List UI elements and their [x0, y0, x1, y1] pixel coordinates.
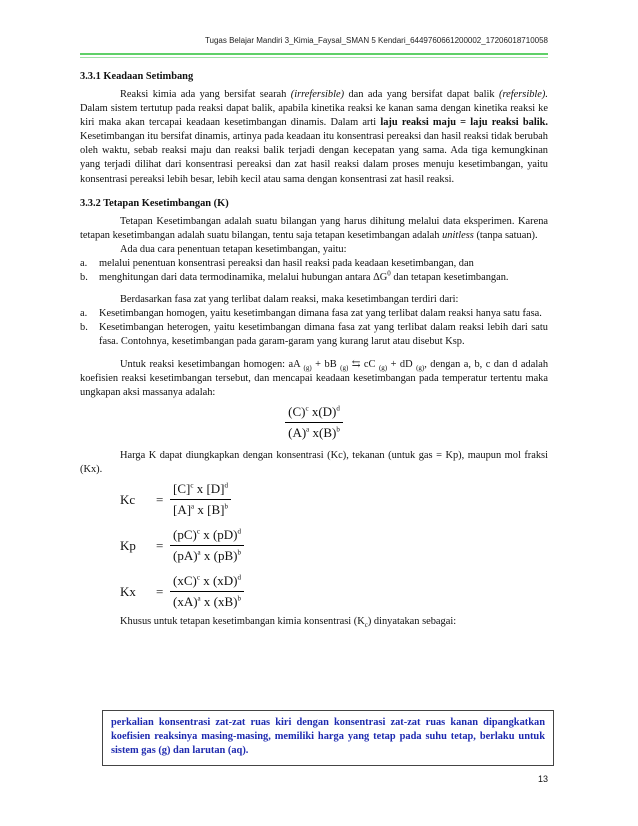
paragraph-k-expressions: Harga K dapat diungkapkan dengan konsentrasi (Kc), tekanan (untuk gas = Kp), maupun mol fraksi (Kx).	[80, 449, 548, 475]
kc-fraction: $\frac{[C]^c x [D]^d}{[A]^a x [B]^b}$	[170, 481, 231, 518]
paragraph-kc-statement: Khusus untuk tetapan kesetimbangan kimia konsentrasi $(K_c)$ dinyatakan sebagai:	[120, 615, 457, 630]
list-item: b. Kesetimbangan heterogen, yaitu kesetimbangan dimana fasa zat yang terlibat dalam reaksi lebih dari satu fasa. Contohnya, kesetimbangan pada garam-garam yang kurang larut atau disebut Ksp.	[80, 322, 548, 348]
section-heading-keadaan-setimbang: 3.3.1 Keadaan Setimbang	[80, 71, 194, 82]
list-item: a. melalui penentuan konsentrasi pereaksi dan hasil reaksi pada keadaan kesetimbangan, dan	[80, 257, 474, 269]
section-heading-tetapan-kesetimbangan: 3.3.2 Tetapan Kesetimbangan (K)	[80, 197, 229, 209]
equation-kx: Kx = $\frac{(xC)^c x (xD)^d}{(xA)^a x (xB)^b}$	[120, 569, 548, 615]
mass-action-expression	[80, 404, 548, 441]
kp-fraction: $\frac{(pC)^c x (pD)^d}{(pA)^a x (pB)^b}$	[170, 527, 244, 564]
page-number: 13	[537, 774, 548, 784]
paragraph-two-methods: Ada dua cara penentuan tetapan kesetimbangan, yaitu:	[120, 243, 347, 255]
mass-action-fraction: $\frac{(C)^c x(D)^d}{(A)^a x(B)^b}$	[285, 404, 343, 441]
paragraph-homogeneous-reaction: Untuk reaksi kesetimbangan homogen: aA $_{(g)}$ + bB $_{(g)}$ ⇆ cC $_{(g)}$ + dD $_{(g)}$, dengan a, b, c dan d adalah koefisien reaksi kesetimbangan tersebut, dan mencapai keadaan kesetimbangan pada temperatur tertentu maka ungkapan aksi massanya adalah:	[80, 358, 549, 398]
kx-fraction: $\frac{(xC)^c x (xD)^d}{(xA)^a x (xB)^b}$	[170, 573, 244, 610]
header-rule	[80, 53, 548, 55]
header-rule-thin	[80, 57, 548, 58]
page-content	[80, 70, 548, 629]
kc-definition-box: perkalian konsentrasi zat-zat ruas kiri dengan konsentrasi zat-zat ruas kanan dipangkatkan koefisien reaksinya masing-masing, memiliki harga yang tetap pada suhu tetap, berlaku untuk sistem gas (g) dan larutan (aq).	[102, 710, 554, 766]
page-header: Tugas Belajar Mandiri 3_Kimia_Faysal_SMAN 5 Kendari_6449760661200002_17206018710058	[204, 36, 548, 45]
equation-kc: Kc = $\frac{[C]^c x [D]^d}{[A]^a x [B]^b}$	[120, 477, 548, 523]
list-item: a. Kesetimbangan homogen, yaitu kesetimbangan dimana fasa zat yang terlibat dalam reaksi hanya satu fasa.	[80, 308, 542, 320]
equation-kp: Kp = $\frac{(pC)^c x (pD)^d}{(pA)^a x (pB)^b}$	[120, 523, 548, 569]
paragraph-keadaan-setimbang: Reaksi kimia ada yang bersifat searah (irrefersible) dan ada yang bersifat dapat balik (refersible). Dalam sistem tertutup pada reaksi dapat balik, apabila kinetika reaksi ke kanan sama dengan kinetika reaksi ke kiri maka akan tercapai keadaan kesetimbangan dinamis. Dalam arti laju reaksi maju = laju reaksi balik. Kesetimbangan itu bersifat dinamis, artinya pada keadaan itu konsentrasi pereaksi dan hasil reaksi tidak berubah oleh waktu, sebab reaksi maju dan reaksi balik terjadi dengan kecepatan yang sama. Ada tiga kemungkinan yang terjadi dilihat dari konsentrasi pereaksi dan zat hasil reaksi dalam proses menuju kesetimbangan, yaitu konsentrasi pereaksi lebih besar, lebih kecil atau sama dengan konsentrasi zat hasil reaksi.	[80, 89, 548, 185]
list-item: b. menghitungan dari data termodinamika, melalui hubungan antara $\Delta G^0$ dan tetapan kesetimbangan.	[80, 269, 509, 284]
paragraph-phase-classification: Berdasarkan fasa zat yang terlibat dalam reaksi, maka kesetimbangan terdiri dari:	[120, 294, 459, 306]
paragraph-tetapan-definition: Tetapan Kesetimbangan adalah suatu bilangan yang harus dihitung melalui data eksperimen. Karena tetapan kesetimbangan adalah suatu bilangan, tentu saja tetapan kesetimbangan adalah unitless (tanpa satuan).	[80, 215, 548, 241]
